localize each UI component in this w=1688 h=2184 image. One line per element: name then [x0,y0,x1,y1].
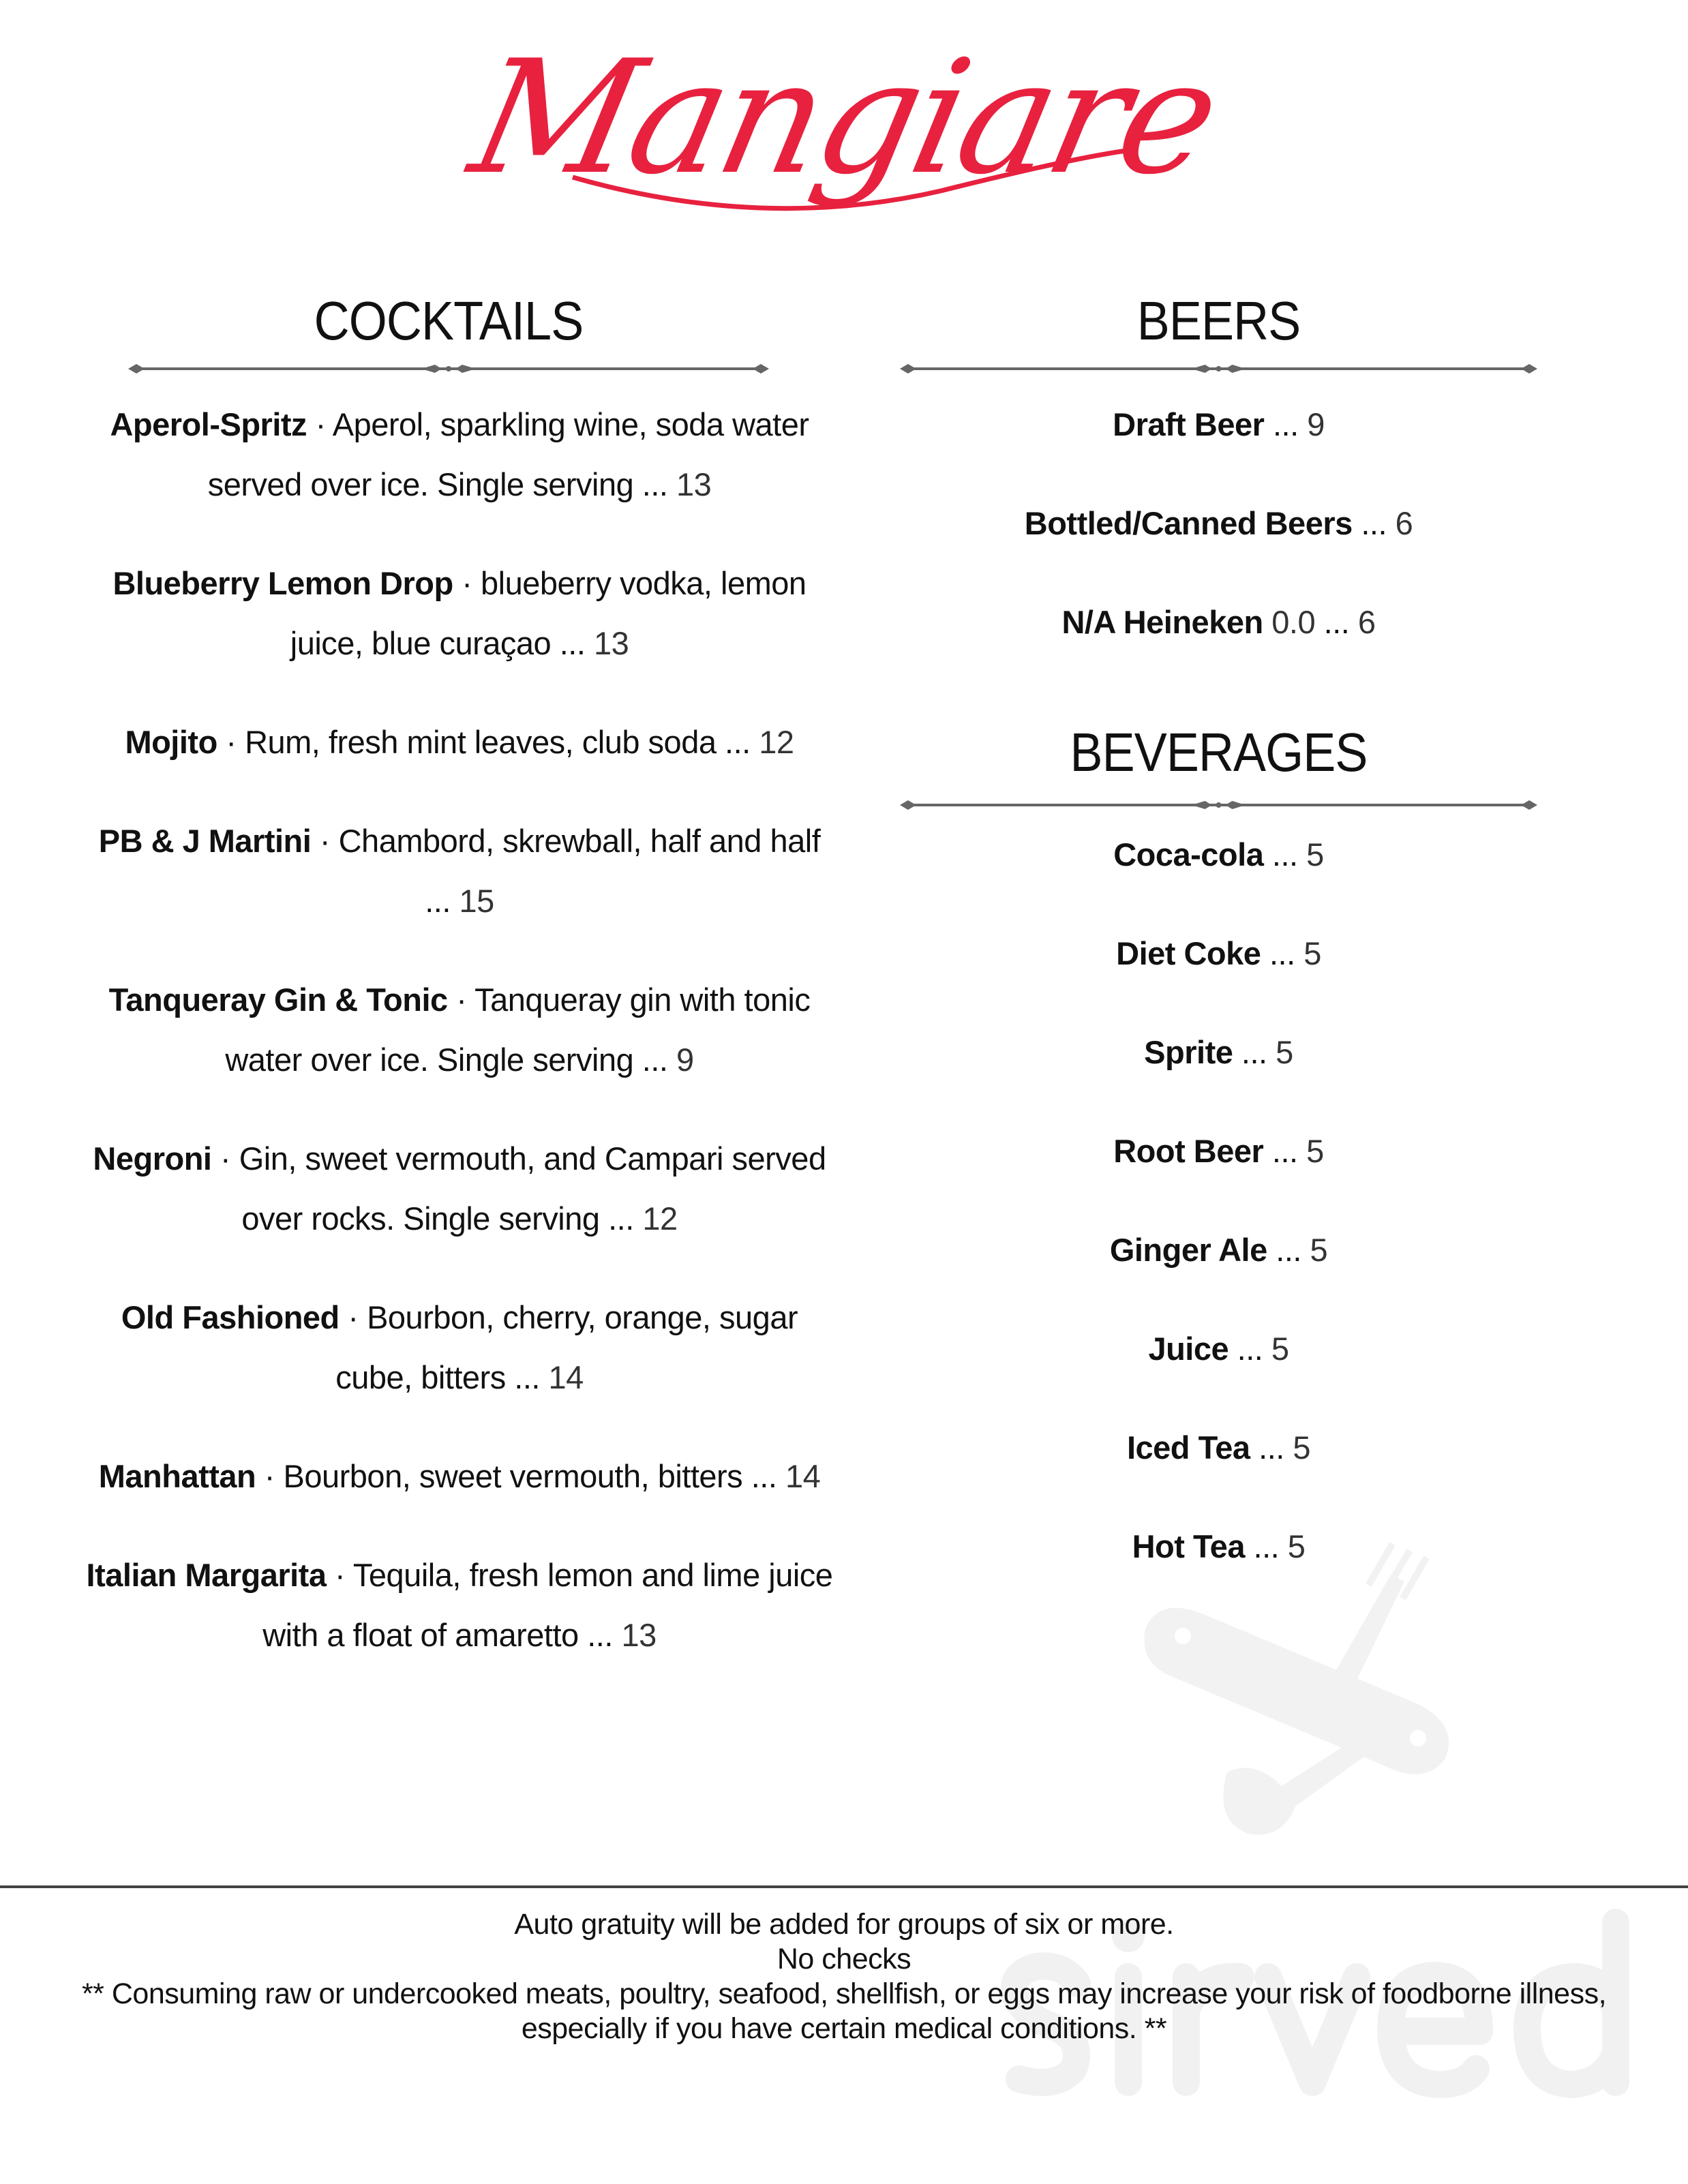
logo-swash-decoration [559,136,1145,245]
menu-item: Aperol-Spritz · Aperol, sparkling wine, soda water served over ice. Single serving ... 13 [110,406,809,502]
beers-divider [900,362,1537,376]
cocktails-list [85,395,834,1704]
item-name: Sprite [1144,1034,1233,1070]
menu-item: Bottled/Canned Beers ... 6 [1024,505,1413,541]
item-description: Tequila, fresh lemon and lime juice with a float of amaretto [262,1557,833,1653]
item-name: Draft Beer [1113,406,1265,442]
menu-item: Draft Beer ... 9 [1113,406,1325,442]
menu-item: Negroni · Gin, sweet vermouth, and Campari served over rocks. Single serving ... 12 [93,1140,826,1237]
menu-item: Juice ... 5 [1148,1331,1289,1367]
item-price: 13 [621,1617,657,1653]
menu-item: Coca-cola ... 5 [1113,836,1324,873]
item-price: 6 [1357,604,1376,640]
item-name: Old Fashioned [121,1299,340,1335]
menu-item: Mojito · Rum, fresh mint leaves, club soda ... 12 [125,724,794,760]
item-name: PB & J Martini [98,823,312,859]
menu-item: N/A Heineken 0.0 ... 6 [1061,604,1376,640]
item-price: 5 [1287,1528,1306,1564]
beverages-heading: BEVERAGES [1070,722,1368,783]
item-description: Bourbon, cherry, orange, sugar cube, bitters [335,1299,798,1395]
restaurant-logo: Mangiare [457,27,1231,209]
item-price: 14 [785,1458,821,1494]
footer-warning-2: especially if you have certain medical conditions. ** [521,2012,1167,2045]
item-price: 5 [1306,1133,1324,1169]
item-description: blueberry vodka, lemon juice, blue curaçao [290,565,807,661]
item-name: Mojito [125,724,217,760]
item-name: Negroni [93,1140,212,1177]
beers-heading: BEERS [1136,290,1301,351]
item-price: 5 [1276,1034,1293,1070]
beers-list [900,395,1537,691]
item-name: Bottled/Canned Beers [1024,505,1353,541]
item-description: Gin, sweet vermouth, and Campari served over rocks. Single serving [239,1140,826,1237]
menu-item: Sprite ... 5 [1144,1034,1293,1070]
menu-item: Tanqueray Gin & Tonic · Tanqueray gin with tonic water over ice. Single serving ... 9 [108,982,811,1078]
item-name: N/A Heineken [1061,604,1263,640]
item-name: Ginger Ale [1109,1232,1267,1268]
item-name: Hot Tea [1132,1528,1245,1564]
menu-item: Root Beer ... 5 [1113,1133,1324,1169]
item-description: Tanqueray gin with tonic water over ice. Single serving [225,982,811,1078]
item-price: 6 [1395,505,1413,541]
beverages-list [900,825,1537,1616]
cocktails-heading: COCKTAILS [314,290,584,351]
item-price: 15 [459,883,494,919]
item-price: 5 [1271,1331,1289,1367]
item-name: Root Beer [1113,1133,1264,1169]
item-extra: 0.0 [1271,604,1316,640]
footer-checks: No checks [777,1943,911,1975]
item-description: Aperol, sparkling wine, soda water served over ice. Single serving [207,406,809,502]
beverages-divider [900,798,1537,812]
item-price: 9 [1307,406,1325,442]
item-name: Juice [1148,1331,1229,1367]
item-price: 5 [1303,935,1321,971]
item-name: Coca-cola [1113,836,1264,873]
item-description: Chambord, skrewball, half and half [338,823,821,859]
menu-item: Hot Tea ... 5 [1132,1528,1306,1564]
item-price: 9 [676,1042,694,1078]
menu-item: Italian Margarita · Tequila, fresh lemon and lime juice with a float of amaretto ... 13 [86,1557,833,1653]
item-description: Bourbon, sweet vermouth, bitters [283,1458,743,1494]
item-description: Rum, fresh mint leaves, club soda [245,724,717,760]
item-price: 12 [642,1200,678,1237]
footer-divider [0,1885,1688,1888]
menu-item: Diet Coke ... 5 [1116,935,1321,971]
menu-item: Iced Tea ... 5 [1126,1429,1311,1466]
item-name: Tanqueray Gin & Tonic [108,982,448,1018]
menu-item: PB & J Martini · Chambord, skrewball, half and half ... 15 [98,823,821,919]
item-name: Aperol-Spritz [110,406,307,442]
footer-notes [0,1907,1688,2046]
footer-gratuity: Auto gratuity will be added for groups of six or more. [514,1908,1174,1941]
item-price: 14 [548,1359,584,1395]
item-price: 5 [1306,836,1324,873]
item-price: 13 [593,625,629,661]
item-price: 5 [1293,1429,1311,1466]
item-name: Manhattan [98,1458,256,1494]
item-price: 13 [676,466,712,502]
item-name: Diet Coke [1116,935,1261,971]
item-name: Iced Tea [1126,1429,1250,1466]
menu-item: Blueberry Lemon Drop · blueberry vodka, lemon juice, blue curaçao ... 13 [112,565,807,661]
footer-warning-1: ** Consuming raw or undercooked meats, poultry, seafood, shellfish, or eggs may increase your risk of foodborne illness, [81,1977,1607,2010]
cocktails-divider [128,362,769,376]
item-name: Italian Margarita [86,1557,327,1593]
item-name: Blueberry Lemon Drop [112,565,453,601]
item-price: 12 [759,724,794,760]
menu-item: Old Fashioned · Bourbon, cherry, orange, sugar cube, bitters ... 14 [121,1299,798,1395]
menu-item: Manhattan · Bourbon, sweet vermouth, bitters ... 14 [98,1458,821,1494]
menu-item: Ginger Ale ... 5 [1109,1232,1328,1268]
item-price: 5 [1310,1232,1328,1268]
